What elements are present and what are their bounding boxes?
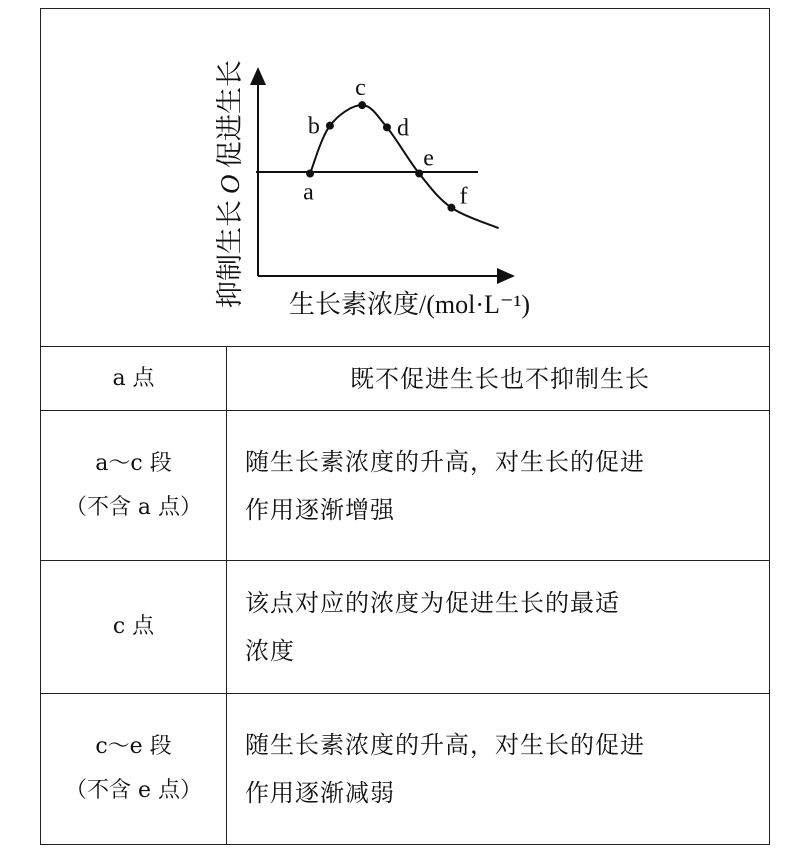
- description-line: 浓度: [245, 637, 295, 665]
- origin-label: O: [215, 174, 245, 194]
- point-label-a: a: [303, 179, 314, 206]
- description-cell: [227, 411, 770, 561]
- description-line: 作用逐渐增强: [245, 495, 395, 524]
- segment-label: a 点: [112, 365, 155, 391]
- segment-cell: [41, 561, 227, 694]
- segment-note: （不含 a 点）: [64, 494, 203, 520]
- segment-note: （不含 e 点）: [64, 778, 202, 803]
- description-cell: [227, 694, 770, 845]
- point-f: [447, 204, 455, 212]
- point-label-c: c: [355, 75, 366, 102]
- segment-cell: [41, 347, 227, 411]
- point-d: [383, 123, 391, 131]
- chart-cell: [41, 9, 770, 347]
- description-line: 随生长素浓度的升高，对生长的促进: [245, 447, 645, 476]
- description-cell: [227, 347, 770, 411]
- description-line: 随生长素浓度的升高，对生长的促进: [245, 731, 645, 759]
- y-label-bottom: 抑制生长: [215, 200, 245, 308]
- table-row: [41, 561, 770, 694]
- segment-label: a～c 段: [95, 450, 172, 476]
- point-label-d: d: [396, 115, 409, 142]
- table-row: [41, 347, 770, 411]
- point-e: [415, 170, 423, 178]
- y-label-top: 促进生长: [215, 60, 245, 168]
- segment-cell: [41, 694, 227, 845]
- point-a: [306, 170, 314, 178]
- segment-cell: [41, 411, 227, 561]
- point-label-f: f: [459, 183, 468, 210]
- point-b: [326, 122, 334, 130]
- description-line: 该点对应的浓度为促进生长的最适: [245, 589, 620, 617]
- point-c: [358, 101, 366, 109]
- segment-label: c～e 段: [95, 734, 172, 759]
- auxin-growth-chart: [41, 9, 771, 346]
- table-row: [41, 694, 770, 845]
- auxin-table: [40, 8, 770, 845]
- segment-label: c 点: [112, 614, 155, 639]
- table-row: [41, 411, 770, 561]
- description-line: 既不促进生长也不抑制生长: [350, 364, 650, 393]
- description-cell: [227, 561, 770, 694]
- x-label: 生长素浓度/(mol·L⁻¹): [289, 290, 531, 319]
- point-label-b: b: [307, 113, 320, 140]
- point-label-e: e: [423, 145, 434, 172]
- description-line: 作用逐渐减弱: [245, 779, 395, 807]
